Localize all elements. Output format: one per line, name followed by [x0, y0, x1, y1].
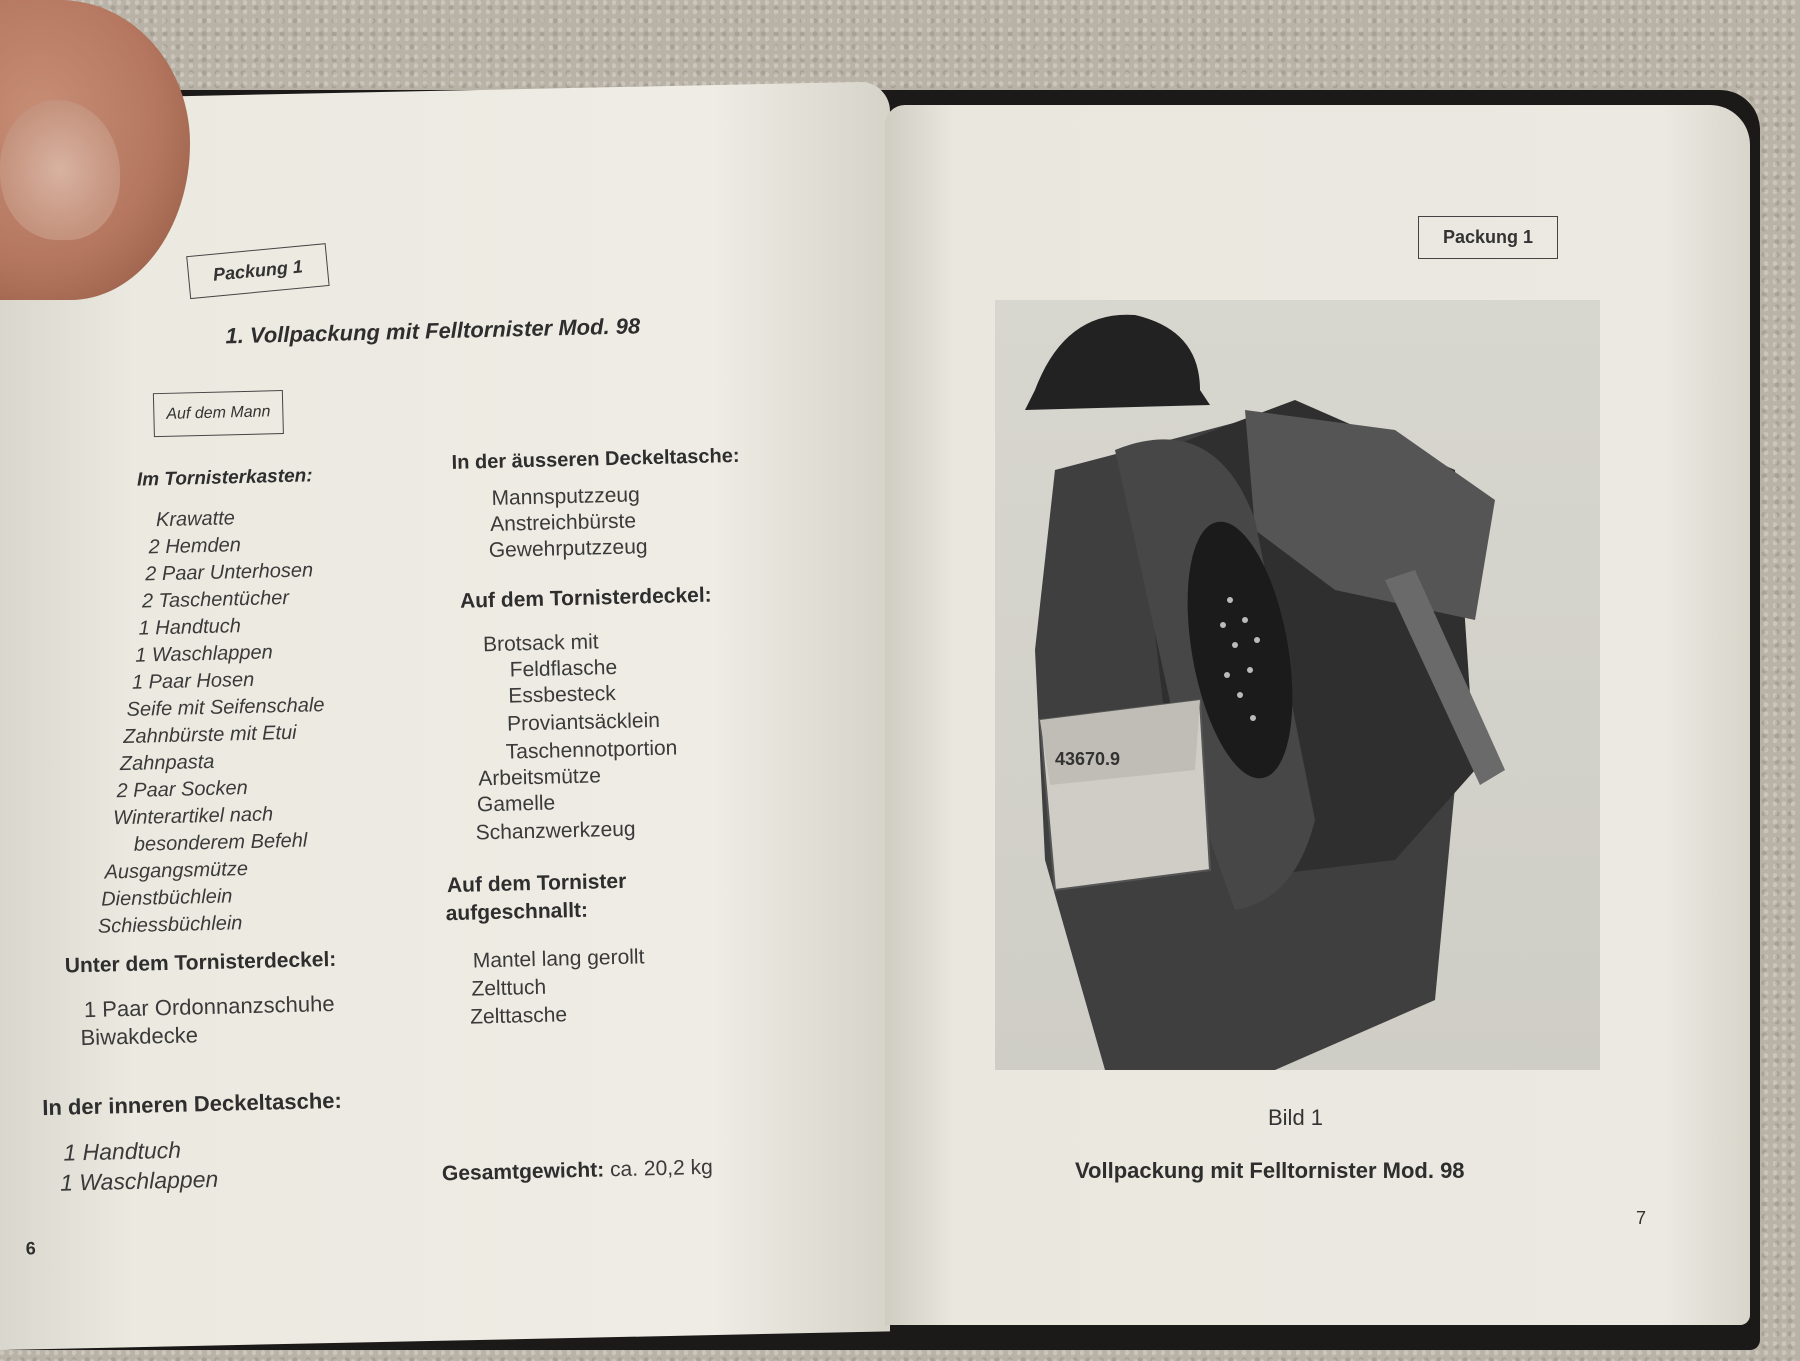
list-item: Anstreichbürste	[489, 509, 637, 536]
page-number-right: 7	[1636, 1208, 1647, 1228]
heading-tornisterkasten: Im Tornisterkasten:	[136, 465, 313, 491]
list-item: Schiessbüchlein	[97, 912, 243, 938]
total-weight-label: Gesamtgewicht:	[441, 1158, 605, 1186]
heading-tornisterdeckel: Auf dem Tornisterdeckel:	[459, 583, 712, 613]
heading-aufgeschnallt-2: aufgeschnallt:	[445, 898, 589, 926]
list-item: Krawatte	[155, 507, 236, 532]
list-item: Ausgangsmütze	[104, 858, 249, 884]
list-item: Gewehrputzzeug	[488, 535, 648, 563]
list-item: Taschennotportion	[505, 736, 678, 764]
page-title: 1. Vollpackung mit Felltornister Mod. 98	[225, 313, 641, 349]
list-item: Winterartikel nach	[112, 803, 274, 830]
list-item: Schanzwerkzeug	[475, 817, 636, 845]
right-tab-label: Packung 1	[1418, 216, 1558, 259]
heading-aeussere-deckeltasche: In der äusseren Deckeltasche:	[451, 444, 740, 474]
list-item: Proviantsäcklein	[506, 708, 661, 736]
list-item: Zahnbürste mit Etui	[122, 721, 297, 749]
thumbnail	[0, 100, 120, 240]
list-item: Zelttuch	[471, 975, 547, 1001]
left-tab-label: Packung 1	[186, 243, 329, 299]
list-item: 1 Paar Hosen	[131, 668, 255, 694]
list-item: Biwakdecke	[80, 1022, 199, 1051]
list-item: 1 Waschlappen	[134, 641, 273, 667]
list-item: Feldflasche	[509, 655, 618, 682]
total-weight-value: ca. 20,2 kg	[609, 1155, 714, 1182]
list-item: Dienstbüchlein	[100, 885, 233, 911]
list-item: Zahnpasta	[119, 750, 215, 776]
list-item: 2 Paar Unterhosen	[145, 559, 314, 586]
list-item: Zelttasche	[469, 1003, 568, 1029]
list-item: 1 Handtuch	[63, 1136, 182, 1166]
figure-caption-title: Vollpackung mit Felltornister Mod. 98	[1075, 1158, 1465, 1183]
heading-unter-tornisterdeckel: Unter dem Tornisterdeckel:	[64, 947, 337, 978]
soldier-with-pack-illustration	[995, 300, 1600, 1070]
page-number-left: 6	[25, 1238, 36, 1259]
list-item: 2 Taschentücher	[141, 586, 290, 613]
subtab-label: Auf dem Mann	[153, 390, 284, 437]
list-item: Mannsputzzeug	[491, 483, 641, 510]
figure-caption-number: Bild 1	[1268, 1105, 1324, 1130]
bag-number: 43670.9	[1055, 749, 1121, 769]
list-item: Essbesteck	[508, 681, 617, 708]
total-weight	[442, 1156, 713, 1187]
soldier-photo	[995, 300, 1600, 1070]
list-item: 1 Waschlappen	[59, 1165, 219, 1196]
list-item: Arbeitsmütze	[478, 764, 602, 791]
heading-aufgeschnallt-1: Auf dem Tornister	[446, 869, 627, 898]
list-item: 1 Handtuch	[138, 615, 242, 640]
list-item: 1 Paar Ordonnanzschuhe	[83, 990, 335, 1023]
list-item: besonderem Befehl	[133, 829, 308, 856]
list-item: Mantel lang gerollt	[472, 945, 645, 973]
list-item: 2 Paar Socken	[116, 777, 249, 803]
heading-innere-deckeltasche: In der inneren Deckeltasche:	[41, 1087, 343, 1121]
list-item: 2 Hemden	[148, 534, 242, 559]
list-item: Seife mit Seifenschale	[126, 694, 325, 721]
list-item: Gamelle	[476, 791, 556, 817]
list-item: Brotsack mit	[482, 630, 599, 657]
